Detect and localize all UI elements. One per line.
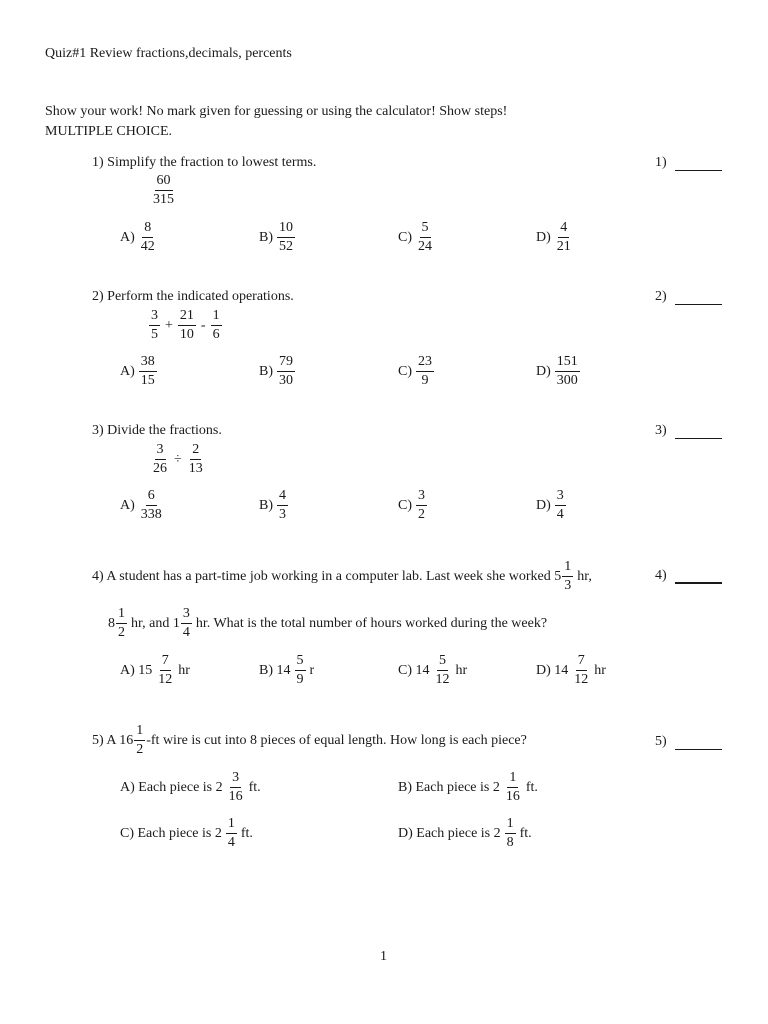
denominator: 12: [574, 672, 589, 687]
choice-label: D): [536, 497, 551, 513]
choice-fraction: [277, 221, 295, 254]
denominator: 30: [279, 373, 293, 388]
q5-text-end: -ft wire is cut into 8 pieces of equal length. How long is each piece?: [146, 732, 527, 748]
q5-answer-label: 5): [655, 734, 667, 749]
numerator: 3: [181, 607, 192, 624]
numerator: 21: [178, 309, 196, 326]
numerator: 3: [149, 309, 160, 326]
q4-text-end: hr. What is the total number of hours worked during the week?: [195, 615, 548, 631]
q4-choice-b[interactable]: [259, 654, 314, 687]
choice-fraction: [277, 355, 295, 388]
choice-fraction: [505, 817, 516, 850]
q4-answer-blank[interactable]: [675, 568, 722, 584]
denominator: 300: [556, 373, 578, 388]
numerator: 38: [139, 355, 157, 372]
q4-answer: [655, 568, 722, 584]
numerator: 5: [295, 654, 306, 671]
q1-answer: [655, 155, 722, 171]
q2-choice-d[interactable]: [536, 355, 581, 388]
q2-fraction-2: [178, 309, 196, 342]
denominator: 8: [506, 835, 514, 850]
q2-answer-label: 2): [655, 289, 667, 304]
denominator: 12: [158, 672, 173, 687]
q1-denominator: 315: [153, 192, 174, 207]
denominator: 21: [556, 239, 571, 254]
numerator: 8: [142, 221, 153, 238]
q3-answer: [655, 423, 722, 439]
choice-fraction: [277, 489, 288, 522]
quiz-title: Quiz#1 Review fractions,decimals, percents: [45, 46, 292, 61]
q5-choice-d[interactable]: [398, 817, 532, 850]
denominator: 10: [179, 327, 194, 342]
numerator: 3: [155, 443, 166, 460]
q2-answer: [655, 289, 722, 305]
numerator: 3: [555, 489, 566, 506]
q1-choice-b[interactable]: [259, 221, 296, 254]
q4-prompt-line2: [108, 607, 547, 640]
denominator: 16: [505, 789, 520, 804]
choice-label: D): [536, 363, 551, 379]
choice-fraction: [555, 489, 566, 522]
numerator: 1: [562, 560, 573, 577]
q1-expression: [150, 174, 177, 207]
plus-operator: +: [165, 317, 173, 333]
numerator: 7: [160, 654, 171, 671]
choice-fraction: [555, 221, 573, 254]
choice-fraction: [227, 771, 245, 804]
q3-choice-b[interactable]: [259, 489, 289, 522]
choice-fraction: [416, 221, 434, 254]
numerator: 1: [226, 817, 237, 834]
choice-label: B): [259, 229, 273, 245]
choice-label: A): [120, 229, 135, 245]
choice-label: B): [259, 363, 273, 379]
q2-answer-blank[interactable]: [675, 290, 722, 305]
q2-expression: [148, 309, 223, 342]
choice-label: B) 14: [259, 662, 291, 678]
numerator: 151: [555, 355, 580, 372]
q2-fraction-1: [149, 309, 160, 342]
q2-fraction-3: [211, 309, 222, 342]
q5-text: 5) A 16: [92, 732, 134, 748]
q4-fraction: [181, 607, 192, 640]
choice-label: D) 14: [536, 662, 569, 678]
numerator: 5: [420, 221, 431, 238]
choice-fraction: [139, 355, 157, 388]
denominator: 16: [228, 789, 243, 804]
denominator: 12: [435, 672, 450, 687]
denominator: 5: [151, 327, 158, 342]
q4-choice-c[interactable]: [398, 654, 467, 687]
choice-fraction: [504, 771, 522, 804]
q4-text: hr, and 1: [131, 615, 180, 631]
q4-text-end: hr,: [577, 568, 592, 584]
divide-operator: ÷: [174, 451, 182, 467]
q1-prompt: 1) Simplify the fraction to lowest terms.: [92, 155, 317, 170]
denominator: 9: [296, 672, 304, 687]
choice-label: B) Each piece is 2: [398, 779, 500, 795]
denominator: 13: [188, 461, 203, 476]
choice-fraction: [156, 654, 174, 687]
choice-label: A): [120, 497, 135, 513]
choice-fraction: [139, 489, 164, 522]
denominator: 24: [418, 239, 432, 254]
numerator: 1: [211, 309, 222, 326]
choice-unit: ft.: [240, 825, 253, 841]
choice-label: D): [536, 229, 551, 245]
choice-fraction: [434, 654, 452, 687]
q1-answer-blank[interactable]: [675, 156, 722, 171]
choice-label: C): [398, 363, 412, 379]
q3-fraction-2: [187, 443, 205, 476]
q1-choice-a[interactable]: [120, 221, 158, 254]
denominator: 2: [418, 507, 425, 522]
q3-answer-blank[interactable]: [675, 424, 722, 439]
choice-fraction: [555, 355, 580, 388]
q3-fraction-1: [151, 443, 169, 476]
choice-fraction: [416, 489, 427, 522]
choice-fraction: [139, 221, 157, 254]
choice-unit: ft.: [248, 779, 261, 795]
instructions: Show your work! No mark given for guessing or using the calculator! Show steps!: [45, 104, 508, 119]
choice-fraction: [226, 817, 237, 850]
numerator: 1: [134, 724, 145, 741]
denominator: 2: [136, 742, 144, 757]
q2-choice-b[interactable]: [259, 355, 296, 388]
denominator: 338: [140, 507, 162, 522]
q2-choice-c[interactable]: [398, 355, 435, 388]
q2-choice-a[interactable]: [120, 355, 158, 388]
q4-answer-label: 4): [655, 568, 667, 583]
numerator: 1: [507, 771, 518, 788]
choice-unit: ft.: [519, 825, 532, 841]
section-heading: MULTIPLE CHOICE.: [45, 124, 173, 139]
q4-text: 4) A student has a part-time job working in a computer lab. Last week she worked 5: [92, 568, 562, 584]
q3-answer-label: 3): [655, 423, 667, 438]
choice-label: A) 15: [120, 662, 153, 678]
choice-label: A) Each piece is 2: [120, 779, 223, 795]
denominator: 6: [212, 327, 220, 342]
q3-choice-d[interactable]: [536, 489, 567, 522]
denominator: 4: [182, 625, 190, 640]
q1-fraction: [151, 174, 176, 207]
choice-label: C) 14: [398, 662, 430, 678]
numerator: 2: [190, 443, 201, 460]
choice-fraction: [572, 654, 590, 687]
choice-label: D) Each piece is 2: [398, 825, 501, 841]
minus-operator: -: [200, 317, 206, 333]
q2-prompt: 2) Perform the indicated operations.: [92, 289, 294, 304]
numerator: 1: [505, 817, 516, 834]
numerator: 3: [416, 489, 427, 506]
choice-label: A): [120, 363, 135, 379]
choice-label: C): [398, 497, 412, 513]
q4-whole: 8: [108, 615, 115, 631]
numerator: 3: [230, 771, 241, 788]
page-number: 1: [380, 949, 387, 964]
denominator: 26: [153, 461, 167, 476]
q4-fraction: [562, 560, 573, 593]
numerator: 1: [116, 607, 127, 624]
denominator: 4: [227, 835, 235, 850]
q4-choice-a[interactable]: [120, 654, 190, 687]
numerator: 4: [277, 489, 288, 506]
numerator: 10: [277, 221, 295, 238]
denominator: 42: [140, 239, 155, 254]
q5-answer-blank[interactable]: [675, 735, 722, 750]
q5-choice-b[interactable]: [398, 771, 538, 804]
q1-choice-c[interactable]: [398, 221, 435, 254]
denominator: 3: [564, 578, 572, 593]
q5-fraction: [134, 724, 145, 757]
choice-unit: ft.: [525, 779, 538, 795]
choice-unit: hr: [594, 662, 606, 678]
choice-fraction: [295, 654, 306, 687]
q1-choice-d[interactable]: [536, 221, 574, 254]
q4-prompt-line1: [92, 560, 592, 593]
choice-label: C): [398, 229, 412, 245]
denominator: 4: [556, 507, 564, 522]
denominator: 15: [140, 373, 155, 388]
numerator: 5: [437, 654, 448, 671]
q5-prompt: [92, 724, 527, 757]
q3-prompt: 3) Divide the fractions.: [92, 423, 222, 438]
choice-unit: hr: [455, 662, 468, 678]
choice-fraction: [416, 355, 434, 388]
q3-choice-a[interactable]: [120, 489, 165, 522]
q1-answer-label: 1): [655, 155, 667, 170]
numerator: 6: [146, 489, 157, 506]
denominator: 2: [118, 625, 125, 640]
q5-choice-a[interactable]: [120, 771, 261, 804]
q4-choice-d[interactable]: [536, 654, 606, 687]
q4-fraction: [116, 607, 127, 640]
choice-label: C) Each piece is 2: [120, 825, 222, 841]
numerator: 4: [558, 221, 569, 238]
choice-unit: hr: [178, 662, 190, 678]
choice-label: B): [259, 497, 273, 513]
q1-numerator: 60: [155, 174, 173, 191]
numerator: 79: [277, 355, 295, 372]
choice-unit: r: [309, 662, 315, 678]
q3-expression: [150, 443, 206, 476]
numerator: 23: [416, 355, 434, 372]
denominator: 52: [279, 239, 293, 254]
numerator: 7: [576, 654, 587, 671]
denominator: 9: [421, 373, 429, 388]
denominator: 3: [279, 507, 286, 522]
q5-choice-c[interactable]: [120, 817, 253, 850]
q5-answer: [655, 734, 722, 750]
q3-choice-c[interactable]: [398, 489, 428, 522]
